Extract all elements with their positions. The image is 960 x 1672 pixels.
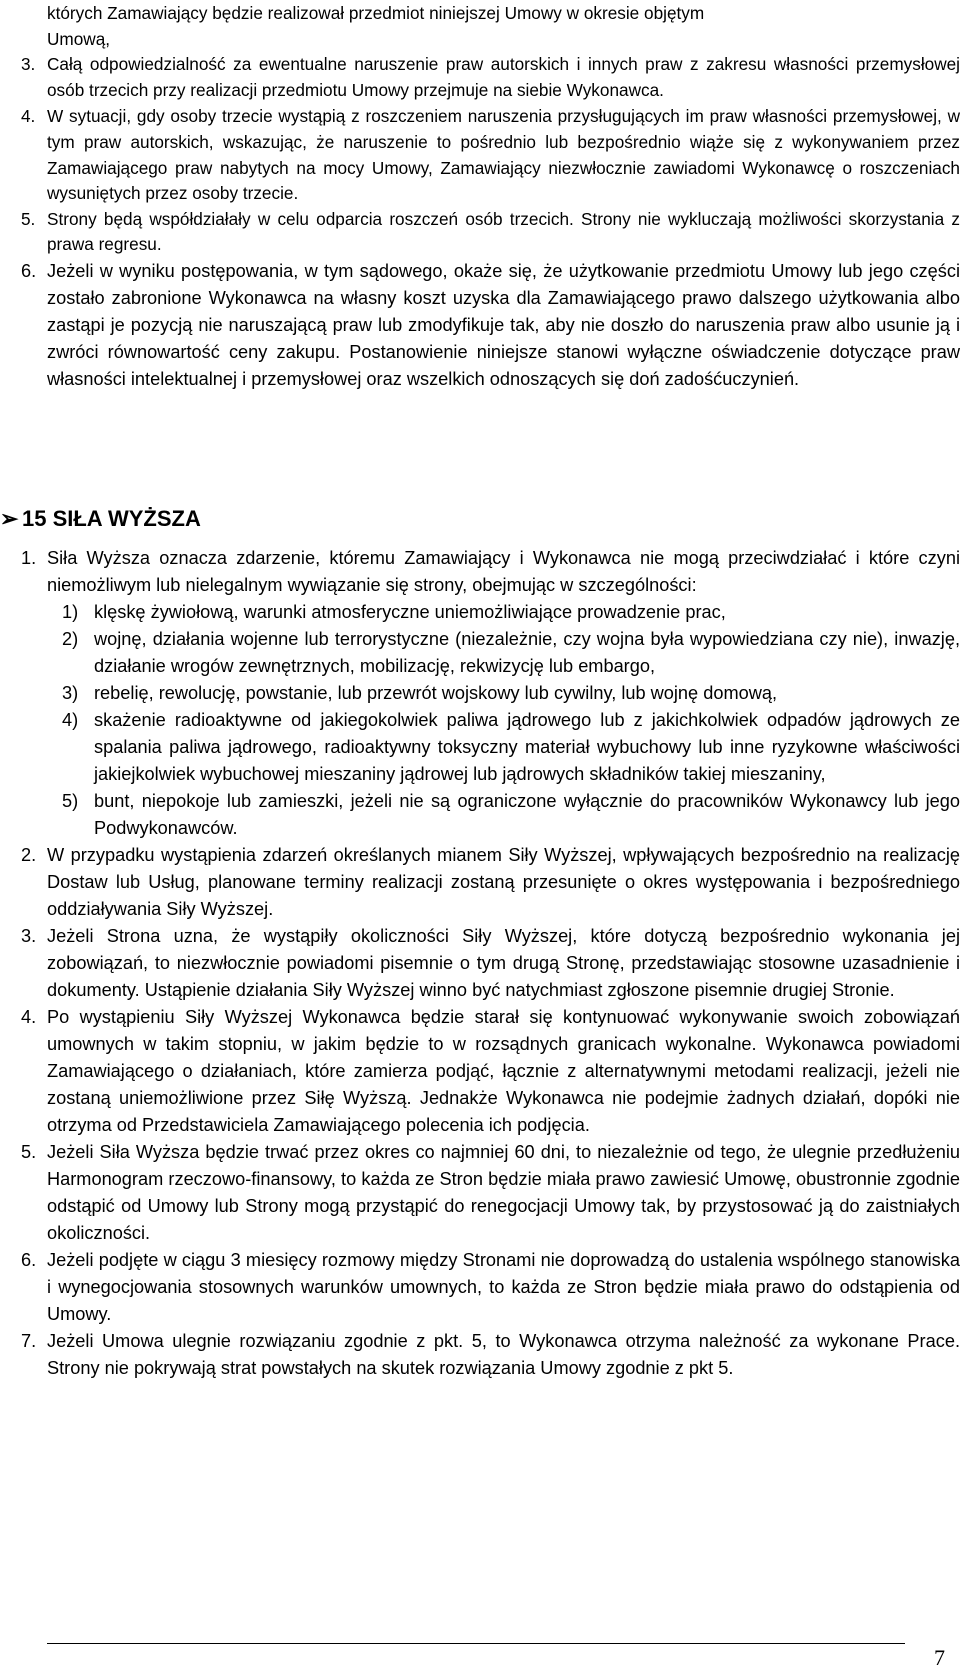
- fm-subitem-1: [0, 599, 960, 626]
- item-text: Całą odpowiedzialność za ewentualne naruszenie praw autorskich i innych praw z zakresu własności przemysłowej osób trzecich przy realizacji przedmiotu Umowy przejmuje na siebie Wykonawca.: [47, 54, 960, 100]
- continued-line-2: Umową,: [47, 28, 111, 49]
- fm-item-3: [0, 923, 960, 1004]
- item-text: Jeżeli w wyniku postępowania, w tym sądowego, okaże się, że użytkowanie przedmiotu Umowy lub jego części zostało zabronione Wykonawca na własny koszt uzyska dla Zamawiającego prawo dalszego użytkowania albo zastąpi je pozycją nie naruszającą praw lub zmodyfikuje tak, aby nie doszło do naruszenia praw albo usunie ją i zwróci równowartość ceny zakupu. Postanowienie niniejsze stanowi wyłączne oświadczenie dotyczące praw własności intelektualnej i przemysłowej oraz wszelkich odnoszących się doń zadośćuczynień.: [47, 260, 960, 389]
- subitem-number: 5): [62, 791, 79, 811]
- item-number: 4.: [21, 1007, 37, 1027]
- item-number: 3.: [21, 926, 37, 946]
- continued-paragraph: [0, 1, 960, 52]
- page-number: 7: [934, 1645, 945, 1670]
- item-text: Jeżeli Strona uzna, że wystąpiły okoliczności Siły Wyższej, które dotyczą bezpośrednio wykonania jej zobowiązań, to niezwłocznie powiadomi pisemnie o tym drugą Stronę, przedstawiając stosowne uzasadnienie i dokumenty. Ustąpienie działania Siły Wyższej winno być natychmiast zgłoszone pisemnie drugiej Stronie.: [47, 926, 960, 1000]
- item-text: Siła Wyższa oznacza zdarzenie, któremu Zamawiający i Wykonawca nie mogą przeciwdziałać i które czyni niemożliwym lub nielegalnym wywiązanie się strony, obejmując w szczególności:: [47, 548, 960, 595]
- item-number: 5.: [21, 1142, 37, 1162]
- subitem-number: 4): [62, 710, 79, 730]
- item-number: 7.: [21, 1331, 37, 1351]
- ip-item-4: [0, 104, 960, 206]
- item-number: 2.: [21, 845, 37, 865]
- section-title: 15 SIŁA WYŻSZA: [22, 506, 201, 531]
- ip-section-continuation: [0, 1, 960, 393]
- subitem-text: skażenie radioaktywne od jakiegokolwiek paliwa jądrowego lub z jakichkolwiek odpadów jądrowych ze spalania paliwa jądrowego, radioaktywny toksyczny materiał wybuchowy lub inne ryzykowne właściwości jakiejkolwiek wybuchowej mieszaniny jądrowej lub jądrowych składników takiej mieszaniny,: [94, 710, 960, 784]
- item-text: Jeżeli Umowa ulegnie rozwiązaniu zgodnie z pkt. 5, to Wykonawca otrzyma należność za wykonane Prace. Strony nie pokrywają strat powstałych na skutek rozwiązania Umowy zgodnie z pkt 5.: [47, 1331, 960, 1378]
- item-number: 5.: [21, 208, 36, 229]
- subitem-text: bunt, niepokoje lub zamieszki, jeżeli nie są ograniczone wyłącznie do pracowników Wykonawcy lub jego Podwykonawców.: [94, 791, 960, 838]
- fm-subitem-3: [0, 680, 960, 707]
- item-text: Po wystąpieniu Siły Wyższej Wykonawca będzie starał się kontynuować wykonywanie swoich zobowiązań umownych w takim stopniu, w jakim będzie to w rozsądnych granicach wykonalne. Wykonawca powiadomi Zamawiającego o działaniach, które zamierza podjąć, łącznie z alternatywnymi metodami realizacji, jeżeli nie zostaną uniemożliwione przez Siłę Wyższą. Jednakże Wykonawca nie podejmie żadnych działań, dopóki nie otrzyma od Przedstawiciela Zamawiającego polecenia ich podjęcia.: [47, 1007, 960, 1135]
- arrow-bullet-icon: ➢: [0, 506, 19, 531]
- subitem-number: 1): [62, 602, 79, 622]
- fm-item-5: [0, 1139, 960, 1247]
- item-number: 6.: [21, 1250, 37, 1270]
- item-text: W sytuacji, gdy osoby trzecie wystąpią z roszczeniem naruszenia przysługujących im praw własności przemysłowej, w tym praw autorskich, wskazując, że naruszenie to pośrednio lub bezpośrednio wiąże się z wykonywaniem przez Zamawiającego praw nabytych na mocy Umowy, Zamawiający niezwłocznie zawiadomi Wykonawcę o roszczeniach wysuniętych przez osoby trzecie.: [47, 106, 960, 204]
- subitem-text: rebelię, rewolucję, powstanie, lub przewrót wojskowy lub cywilny, lub wojnę domową,: [94, 683, 778, 703]
- footer-rule: [47, 1643, 905, 1644]
- fm-subitem-4: [0, 707, 960, 788]
- fm-item-6: [0, 1247, 960, 1328]
- continued-line-1: których Zamawiający będzie realizował przedmiot niniejszej Umowy w okresie objętym: [47, 3, 705, 23]
- ip-item-5: [0, 207, 960, 258]
- item-number: 3.: [21, 54, 36, 75]
- item-number: 1.: [21, 548, 37, 568]
- force-majeure-section: [0, 545, 960, 1382]
- fm-subitem-5: [0, 788, 960, 842]
- item-text: W przypadku wystąpienia zdarzeń określanych mianem Siły Wyższej, wpływających bezpośrednio na realizację Dostaw lub Usług, planowane terminy realizacji zostaną przesunięte o okres występowania i bezpośredniego oddziaływania Siły Wyższej.: [47, 845, 960, 919]
- item-text: Strony będą współdziałały w celu odparcia roszczeń osób trzecich. Strony nie wykluczają możliwości skorzystania z prawa regresu.: [47, 208, 960, 255]
- fm-item-7: [0, 1328, 960, 1382]
- fm-item-1: [0, 545, 960, 599]
- ip-item-6: [0, 258, 960, 393]
- subitem-text: wojnę, działania wojenne lub terrorystyczne (niezależnie, czy wojna była wypowiedziana czy nie), inwazję, działanie wrogów zewnętrznych, mobilizację, rekwizycję lub embargo,: [94, 629, 960, 676]
- item-number: 6.: [21, 260, 37, 281]
- fm-item-4: [0, 1004, 960, 1139]
- fm-subitem-2: [0, 626, 960, 680]
- item-text: Jeżeli podjęte w ciągu 3 miesięcy rozmowy między Stronami nie doprowadzą do ustalenia wspólnego stanowiska i wynegocjowania stosownych warunków umownych, to każda ze Stron będzie miała prawo do odstąpienia od Umowy.: [47, 1250, 960, 1324]
- item-number: 4.: [21, 106, 36, 127]
- subitem-text: klęskę żywiołową, warunki atmosferyczne uniemożliwiające prowadzenie prac,: [94, 602, 726, 622]
- subitem-number: 2): [62, 629, 79, 649]
- subitem-number: 3): [62, 683, 79, 703]
- fm-item-2: [0, 842, 960, 923]
- item-text: Jeżeli Siła Wyższa będzie trwać przez okres co najmniej 60 dni, to niezależnie od tego, że ulegnie przedłużeniu Harmonogram rzeczowo-finansowy, to każda ze Stron będzie miała prawo zawiesić Umowę, obustronnie zgodnie odstąpić od Umowy lub Strony mogą przystąpić do renegocjacji Umowy tak, by przystosować ją do zaistniałych okoliczności.: [47, 1142, 960, 1243]
- ip-item-3: [0, 52, 960, 103]
